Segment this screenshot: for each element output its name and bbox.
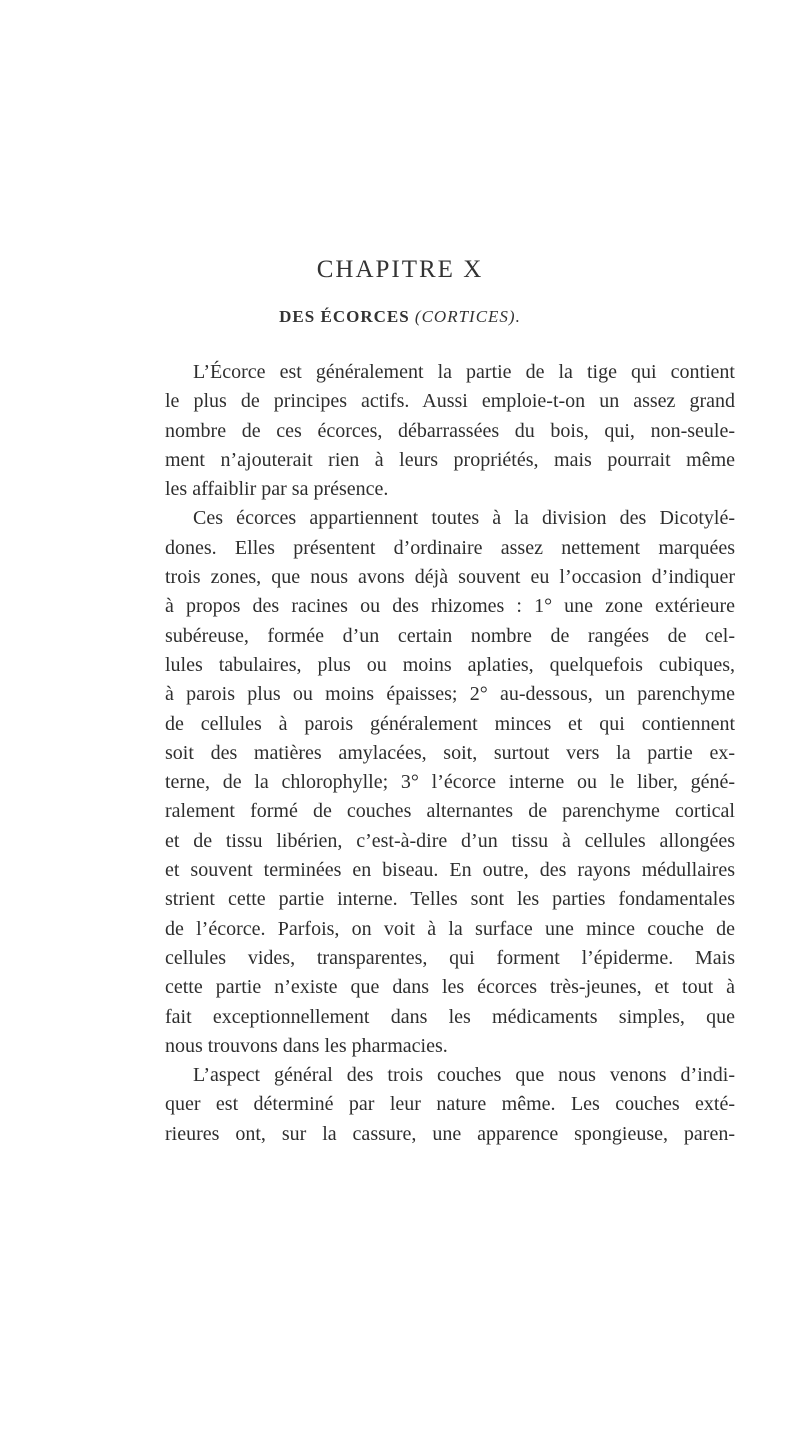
text-line: soit des matières amylacées, soit, surtout vers la partie ex-	[165, 741, 735, 764]
text-line: fait exceptionnellement dans les médicaments simples, que	[165, 1005, 735, 1028]
text-line: nous trouvons dans les pharmacies.	[165, 1034, 448, 1057]
text-line: nombre de ces écorces, débarrassées du bois, qui, non-seule-	[165, 419, 735, 442]
section-title-text: DES ÉCORCES	[279, 307, 410, 326]
text-line: de cellules à parois généralement minces et qui contiennent	[165, 712, 735, 735]
section-title-latin: (CORTICES).	[414, 307, 521, 326]
text-line: terne, de la chlorophylle; 3° l’écorce interne ou le liber, géné-	[165, 771, 735, 794]
text-line: à parois plus ou moins épaisses; 2° au-dessous, un parenchyme	[165, 683, 735, 706]
paragraph	[165, 1061, 735, 1149]
text-line: rieures ont, sur la cassure, une apparence spongieuse, paren-	[165, 1122, 735, 1145]
text-line: et de tissu libérien, c’est-à-dire d’un tissu à cellules allongées	[165, 829, 735, 852]
chapter-heading: CHAPITRE X	[316, 256, 484, 283]
text-line: et souvent terminées en biseau. En outre, des rayons médullaires	[165, 859, 735, 882]
text-line: ralement formé de couches alternantes de parenchyme cortical	[165, 800, 735, 823]
section-title	[0, 307, 800, 327]
text-line: ment n’ajouterait rien à leurs propriétés, mais pourrait même	[165, 448, 735, 471]
text-line: L’Écorce est généralement la partie de la tige qui contient	[193, 361, 735, 383]
text-line: cette partie n’existe que dans les écorces très-jeunes, et tout à	[165, 976, 735, 999]
text-line: subéreuse, formée d’un certain nombre de rangées de cel-	[165, 624, 735, 647]
text-line: de l’écorce. Parfois, on voit à la surface une mince couche de	[165, 917, 735, 940]
text-line: quer est déterminé par leur nature même. Les couches exté-	[165, 1093, 735, 1116]
text-line: Ces écorces appartiennent toutes à la division des Dicotylé-	[193, 507, 735, 530]
text-line: L’aspect général des trois couches que nous venons d’indi-	[193, 1064, 735, 1087]
paragraph	[165, 504, 735, 1061]
text-line: les affaiblir par sa présence.	[165, 478, 389, 501]
text-line: lules tabulaires, plus ou moins aplaties, quelquefois cubiques,	[165, 653, 735, 676]
text-line: strient cette partie interne. Telles sont les parties fondamentales	[165, 888, 735, 911]
text-line: cellules vides, transparentes, qui forment l’épiderme. Mais	[165, 946, 735, 969]
body-text	[165, 358, 735, 1149]
text-line: le plus de principes actifs. Aussi emploie-t-on un assez grand	[165, 390, 735, 413]
text-line: à propos des racines ou des rhizomes : 1° une zone extérieure	[165, 595, 735, 618]
paragraph	[165, 358, 735, 504]
text-line: trois zones, que nous avons déjà souvent eu l’occasion d’indiquer	[165, 566, 735, 589]
text-line: dones. Elles présentent d’ordinaire assez nettement marquées	[165, 536, 735, 559]
